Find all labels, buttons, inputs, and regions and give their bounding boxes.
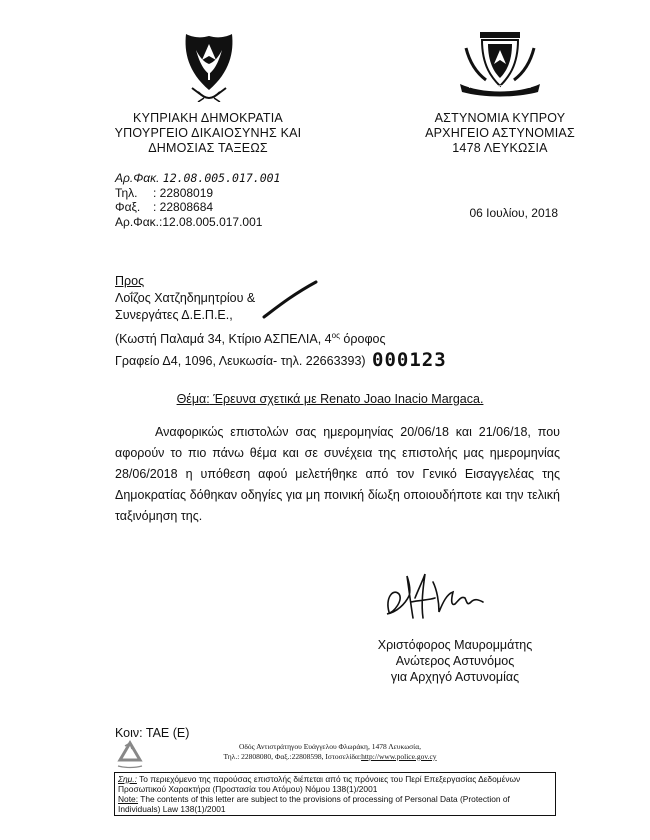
signature-image [375, 568, 495, 628]
address-text: (Κωστή Παλαμά 34, Κτίριο ΑΣΠΕΛΙΑ, 4 [115, 332, 332, 347]
notice-greek-label: Σημ.: [118, 774, 137, 784]
recipient-address-line1 [115, 327, 435, 348]
notice-greek [118, 774, 552, 794]
recipient-to: Προς [115, 274, 145, 288]
footer-contact-line [170, 752, 490, 762]
address-text: όροφος [339, 332, 386, 347]
reference-block [115, 171, 315, 229]
recipient-name: Λοΐζος Χατζηδημητρίου & [115, 291, 256, 305]
data-protection-notice [114, 772, 556, 816]
recycle-icon [113, 740, 147, 770]
cyprus-coat-of-arms-icon [178, 30, 240, 102]
emblem-motto: Ασφάλεια και Υπηρεσία [469, 84, 531, 90]
signatory-for: για Αρχηγό Αστυνομίας [390, 670, 520, 684]
handwritten-ref-value: 12.08.005.017.001 [162, 171, 281, 185]
notice-english-text: The contents of this letter are subject to the provisions of processing of Personal Data (Protection of Individuals) Law 138(1)/2001 [118, 794, 510, 814]
ministry-header [108, 111, 308, 156]
footer-website-link[interactable]: http://www.police.gov.cy [361, 751, 437, 761]
police-header-line: 1478 ΛΕΥΚΩΣΙΑ [452, 141, 548, 155]
handwritten-ref [115, 171, 315, 186]
floor-superscript: ος [331, 331, 340, 340]
subject-text: Έρευνα σχετικά με Renato Joao Inacio Margaca. [209, 392, 484, 406]
fax-line [115, 200, 315, 215]
notice-english-label: Note: [118, 794, 139, 804]
recipient-address-line2: Γραφείο Δ4, 1096, Λευκωσία- τηλ. 22663393) [115, 354, 366, 369]
telephone-line [115, 186, 315, 201]
fax-label: Φαξ. [115, 200, 141, 214]
telephone-label: Τηλ. [115, 185, 138, 200]
subject-label: Θέμα: [176, 392, 210, 406]
police-header-line: ΑΣΤΥΝΟΜΙΑ ΚΥΠΡΟΥ [434, 111, 566, 125]
letter-body: Αναφορικώς επιστολών σας ημερομηνίας 20/06/18 και 21/06/18, που αφορούν το πιο πάνω θέμα και σε συνέχεια της επιστολής μας ημερομηνίας 28/06/2018 η υπόθεση αφού μελετήθηκε από τον Γενικό Εισαγγελέας της Δημοκρατίας δόθηκαν οδηγίες για μη ποινική δίωξη οποιουδήποτε και την τελική ταξινόμηση της. [115, 425, 560, 523]
footer-address [170, 742, 490, 761]
file-reference: Αρ.Φακ.:12.08.005.017.001 [115, 214, 263, 229]
subject-line [160, 392, 500, 406]
signatory-title: Ανώτερος Αστυνόμος [395, 654, 515, 668]
handwritten-ref-label: Αρ.Φακ. [115, 171, 160, 185]
telephone-value: : 22808019 [153, 185, 214, 200]
recipient-company: Συνεργάτες Δ.Ε.Π.Ε., [115, 308, 233, 322]
footer-contact: Τηλ.: 22808080, Φαξ.:22808598, Ιστοσελίδα: [223, 751, 362, 761]
signatory-name: Χριστόφορος Μαυρομμάτης [377, 638, 533, 652]
registry-stamp-number: 000123 [372, 349, 447, 371]
footer-address-line: Οδός Αντιστράτηγου Ευάγγελου Φλωράκη, 1478 Λευκωσία, [238, 742, 422, 751]
signatory-block [360, 637, 550, 685]
ministry-header-line: ΥΠΟΥΡΓΕΙΟ ΔΙΚΑΙΟΣΥΝΗΣ ΚΑΙ [114, 126, 302, 140]
pen-stroke-mark [262, 280, 318, 320]
ministry-header-line: ΚΥΠΡΙΑΚΗ ΔΗΜΟΚΡΑΤΙΑ [133, 111, 283, 125]
police-header [410, 111, 590, 156]
cyprus-police-emblem-icon [452, 30, 548, 98]
carbon-copy: Κοιν: ΤΑΕ (Ε) [115, 726, 190, 740]
ministry-header-line: ΔΗΜΟΣΙΑΣ ΤΑΞΕΩΣ [148, 141, 268, 155]
notice-english [118, 794, 552, 814]
police-header-line: ΑΡΧΗΓΕΙΟ ΑΣΤΥΝΟΜΙΑΣ [425, 126, 575, 140]
fax-value: : 22808684 [153, 200, 214, 214]
letter-date: 06 Ιουλίου, 2018 [469, 206, 558, 220]
notice-greek-text: Το περιεχόμενο της παρούσας επιστολής διέπεται από τις πρόνοιες του Περί Επεξεργασίας Δεδομένων Προσωπικού Χαρακτήρα (Προστασία του Ατόμου) Νόμου 138(1)/2001 [118, 774, 521, 794]
